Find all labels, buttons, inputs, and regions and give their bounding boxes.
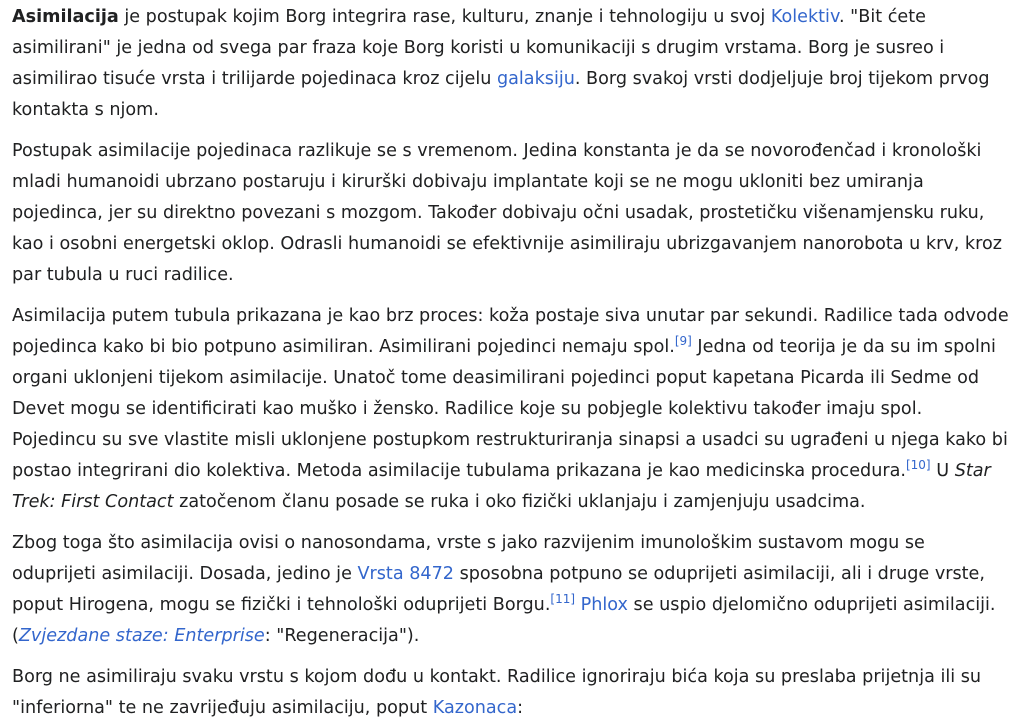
series-title: Zvjezdane staze: Enterprise [18,626,265,646]
text-run: zatočenom članu posade se ruka i oko fizički uklanjaju i zamjenjuju usadcima. [173,492,866,512]
text-run: Borg ne asimiliraju svaku vrstu s kojom dođu u kontakt. Radilice ignoriraju bića koja su preslaba prijetnja ili su "inferiorna" te ne zavrijeđuju asimilaciju, poput [12,667,982,718]
reference-10[interactable] [906,458,931,472]
reference-11[interactable] [550,592,575,606]
reference-9[interactable] [675,334,692,348]
text-run: Zbog toga što asimilacija ovisi o nanosondama, vrste s jako razvijenim imunološkim sustavom mogu se oduprijeti asimilaciji. Dosada, jedino je [12,533,925,584]
paragraph-resistance [12,528,1012,652]
text-run: U [930,461,955,481]
link-kazonaca[interactable]: Kazonaca [432,698,518,718]
text-run: : "Regeneracija"). [264,626,420,646]
reference-link[interactable]: [9] [674,334,692,349]
text-run: sposobna potpuno se oduprijeti asimilaciji, ali i druge vrste, poput Hirogena, mogu se fizički i tehnološki oduprijeti Borgu. [12,564,985,615]
link-phlox[interactable]: Phlox [580,595,628,615]
reference-link[interactable]: [11] [550,592,576,607]
reference-link[interactable]: [10] [905,458,931,473]
paragraph-selection [12,662,1012,724]
text-run: je postupak kojim Borg integrira rase, kulturu, znanje i tehnologiju u svoj [118,7,771,27]
paragraph-intro [12,2,1012,126]
link-kolektiv[interactable]: Kolektiv [770,7,839,27]
paragraph-process [12,136,1012,291]
text-run: . Borg svakoj vrsti dodjeljuje broj tijekom prvog kontakta s njom. [12,69,990,120]
paragraph-tubules [12,301,1012,518]
link-galaksija[interactable]: galaksiju [496,69,575,89]
text-run: . "Bit ćete asimilirani" je jedna od svega par fraza koje Borg koristi u komunikaciji s drugim vrstama. Borg je susreo i asimilirao tisuće vrsta i trilijarde pojedinaca kroz cijelu [12,7,945,89]
text-run: : [517,698,524,718]
text-run: se uspio djelomično oduprijeti asimilaciji. ( [12,595,996,646]
text-run: Postupak asimilacije pojedinaca razlikuje se s vremenom. Jedina konstanta je da se novorođenčad i kronološki mladi humanoidi ubrzano postaruju i kirurški dobivaju implantate koji se ne mogu ukloniti bez umiranja pojedinca, jer su direktno povezani s mozgom. Također dobivaju očni usadak, prostetičku višenamjensku ruku, kao i osobni energetski oklop. Odrasli humanoidi se efektivnije asimiliraju ubrizgavanjem nanorobota u krv, kroz par tubula u ruci radilice. [12,141,1002,285]
article-term: Asimilacija [12,7,119,27]
text-run: Asimilacija putem tubula prikazana je kao brz proces: koža postaje siva unutar par sekundi. Radilice tada odvode pojedinca kako bi bio potpuno asimiliran. Asimilirani pojedinci nemaju spol. [12,306,1009,357]
film-title: Star Trek: First Contact [12,461,991,512]
text-run: Jedna od teorija je da su im spolni organi uklonjeni tijekom asimilacije. Unatoč tome deasimilirani pojedinci poput kapetana Picarda ili Sedme od Devet mogu se identificirati kao muško i žensko. Radilice koje su pobjegle kolektivu također imaju spol. Pojedincu su sve vlastite misli uklonjene postupkom restrukturiranja sinapsi a usadci su ugrađeni u njega kako bi postao integrirani dio kolektiva. Metoda asimilacije tubulama prikazana je kao medicinska procedura. [12,337,1008,481]
link-vrsta-8472[interactable]: Vrsta 8472 [357,564,454,584]
link-zvjezdane-staze-enterprise[interactable] [19,626,265,646]
